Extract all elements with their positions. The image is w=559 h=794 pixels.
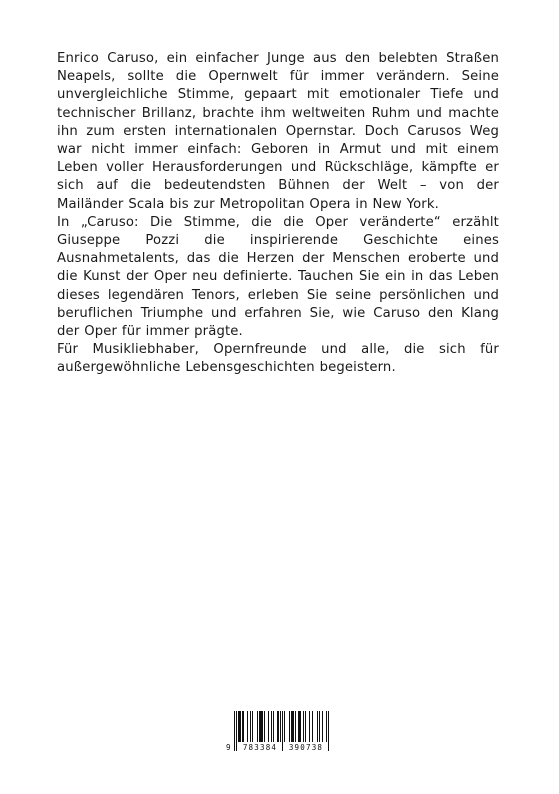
barcode-bar <box>242 711 243 743</box>
barcode-bar <box>309 711 310 743</box>
barcode-bar <box>292 711 293 743</box>
barcode-bar <box>319 711 320 743</box>
barcode-lead-digit: 9 <box>226 743 232 752</box>
barcode-bar <box>298 711 299 743</box>
barcode-right-digits: 390738 <box>284 742 328 753</box>
barcode-bar <box>260 711 261 743</box>
barcode-left-digits: 783384 <box>238 742 282 753</box>
barcode-bar <box>328 711 329 751</box>
barcode-bar <box>284 711 285 743</box>
barcode-bar <box>289 711 290 743</box>
barcode-bar <box>300 711 301 743</box>
barcode-bar <box>264 711 265 743</box>
isbn-barcode <box>226 711 332 753</box>
barcode-bar <box>299 711 300 743</box>
barcode-bar <box>277 711 278 743</box>
barcode-bar <box>317 711 318 743</box>
barcode-bar <box>239 711 240 743</box>
barcode-bar <box>261 711 262 743</box>
barcode-bar <box>257 711 258 743</box>
barcode-bar <box>303 711 304 743</box>
barcode-bar <box>312 711 313 743</box>
barcode-bar <box>252 711 253 743</box>
barcode-bar <box>278 711 279 743</box>
blurb-paragraph-audience: Für Musikliebhaber, Opernfreunde und alle, die sich für außergewöhnliche Lebensgeschichten begeistern. <box>57 342 499 376</box>
blurb-paragraph-summary: In „Caruso: Die Stimme, die die Oper veränderte“ erzählt Giuseppe Pozzi die inspirierende Geschichte eines Ausnahmetalents, das die Herzen der Menschen eroberte und die Kunst der Oper neu definierte. Tauchen Sie ein in das Leben dieses legendären Tenors, erleben Sie seine persönlichen und beruflichen Triumphe und erfahren Sie, wie Caruso den Klang der Oper für immer prägte. <box>57 214 499 340</box>
barcode-bar <box>243 711 244 743</box>
blurb-paragraph-intro: Enrico Caruso, ein einfacher Junge aus den belebten Straßen Neapels, sollte die Opernwelt für immer verändern. Seine unvergleichliche Stimme, gepaart mit emotionaler Tiefe und technischer Brillanz, brachte ihm weltweiten Ruhm und machte ihn zum ersten internationalen Opernstar. Doch Carusos Weg war nicht immer einfach: Geboren in Armut und mit einem Leben voller Herausforderungen und Rückschläge, kämpfte er sich auf die bedeutendsten Bühnen der Welt – von der Mailänder Scala bis zur Metropolitan Opera in New York. <box>57 51 499 212</box>
barcode-bar <box>271 711 272 743</box>
blurb-text <box>57 50 499 378</box>
barcode-bar <box>305 711 306 743</box>
barcode-bar <box>236 711 237 751</box>
barcode-bar <box>291 711 292 743</box>
barcode-bar <box>273 711 274 743</box>
barcode-bar <box>262 711 263 743</box>
barcode-bar <box>238 711 239 743</box>
barcode-bar <box>295 711 296 743</box>
barcode-bar <box>250 711 251 743</box>
barcode-bar <box>247 711 248 743</box>
barcode-bar <box>240 711 241 743</box>
barcode-bar <box>234 711 235 751</box>
barcode-bar <box>259 711 260 743</box>
barcode-bar <box>268 711 269 743</box>
barcode-bar <box>282 711 283 751</box>
barcode-bar <box>293 711 294 743</box>
barcode-bar <box>322 711 323 743</box>
